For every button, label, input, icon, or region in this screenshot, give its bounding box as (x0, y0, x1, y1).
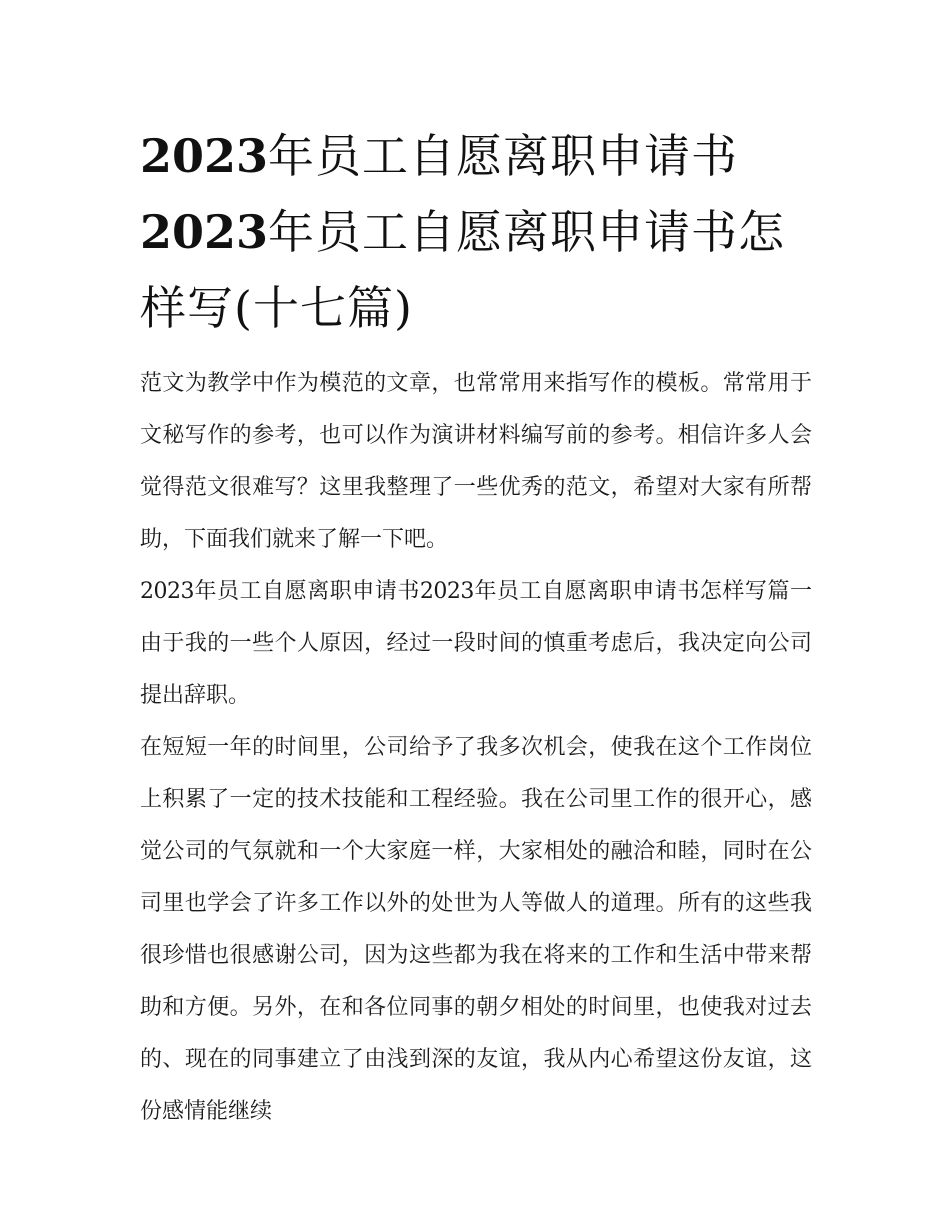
title-year-1: 2023 (140, 129, 269, 183)
section-text-2: 年员工自愿离职申请书怎样写篇一 由于我的一些个人原因，经过一段时间的慎重考虑后，我决定向公司提出辞职。 (140, 579, 812, 708)
section-year-1: 2023 (140, 579, 194, 604)
section-text-1: 年员工自愿离职申请书 (194, 579, 420, 604)
section-heading-paragraph (140, 566, 812, 722)
body-paragraph: 在短短一年的时间里，公司给予了我多次机会，使我在这个工作岗位上积累了一定的技术技能和工程经验。我在公司里工作的很开心，感觉公司的气氛就和一个大家庭一样，大家相处的融洽和睦，同时在公司里也学会了许多工作以外的处世为人等做人的道理。所有的这些我很珍惜也很感谢公司，因为这些都为我在将来的工作和生活中带来帮助和方便。另外，在和各位同事的朝夕相处的时间里，也使我对过去的、现在的同事建立了由浅到深的友谊，我从内心希望这份友谊，这份感情能继续 (140, 735, 812, 1124)
title-year-2: 2023 (140, 205, 269, 259)
title-text-1: 年员工自愿离职申请书 (268, 129, 739, 183)
document-title (140, 118, 812, 346)
title-text-2: 年员工自愿离职申请书怎样写(十七篇) (140, 205, 786, 335)
section-year-2: 2023 (419, 579, 474, 604)
intro-paragraph: 范文为教学中作为模范的文章，也常常用来指写作的模板。常常用于文秘写作的参考，也可以作为演讲材料编写前的参考。相信许多人会觉得范文很难写？这里我整理了一些优秀的范文，希望对大家有所帮助，下面我们就来了解一下吧。 (140, 371, 812, 552)
document-page (140, 118, 812, 1138)
